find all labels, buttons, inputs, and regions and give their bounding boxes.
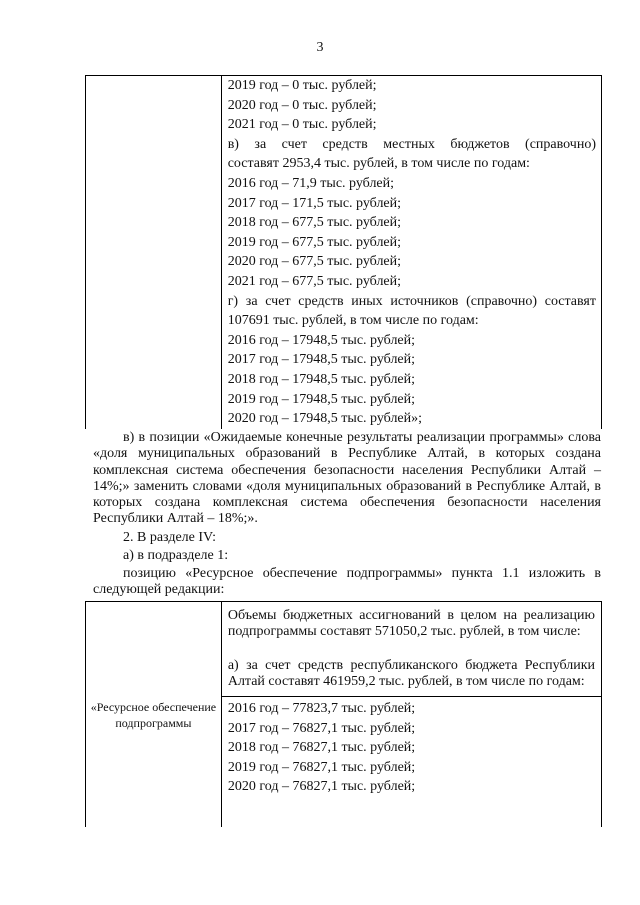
year-line: 2019 год – 76827,1 тыс. рублей;	[227, 759, 416, 775]
section-heading	[93, 530, 601, 546]
table-line: составят 2953,4 тыс. рублей, в том числе по годам:	[227, 156, 530, 172]
resource-provision-table	[85, 601, 602, 827]
table-line: г) за счет средств иных источников (справочно) составят	[227, 293, 596, 309]
label-cell	[86, 602, 222, 828]
table-line: 2020 год – 17948,5 тыс. рублей»;	[227, 411, 423, 427]
table-line: 2016 год – 17948,5 тыс. рублей;	[227, 332, 416, 348]
paragraph-v: в) в позиции «Ожидаемые конечные результаты реализации программы» слова «доля муниципальных образований в Республике Алтай, в которых создана комплексная система обеспечения безопасности населения Республики Алтай – 14%;» заменить словами «доля муниципальных образований в Республике Алтай, в которых создана комплексная система обеспечения безопасности населения Республики Алтай – 18%;».	[93, 430, 601, 527]
amendment-paragraph	[93, 430, 601, 528]
table-line: 2019 год – 17948,5 тыс. рублей;	[227, 391, 416, 407]
table-line: 2017 год – 17948,5 тыс. рублей;	[227, 352, 416, 368]
table-line: 107691 тыс. рублей, в том числе по годам:	[227, 313, 479, 329]
empty-label-cell	[86, 76, 222, 429]
intro-text: Объемы бюджетных ассигнований в целом на реализацию подпрограммы составят 571050,2 тыс. рублей, в том числе:	[227, 608, 595, 639]
section-iv: 2. В разделе IV:	[123, 530, 216, 545]
position-text: позицию «Ресурсное обеспечение подпрограммы» пункта 1.1 изложить в следующей редакции:	[93, 566, 601, 598]
table-line: 2016 год – 71,9 тыс. рублей;	[227, 175, 395, 191]
subsection-heading	[93, 548, 601, 564]
year-line: 2016 год – 77823,7 тыс. рублей;	[222, 696, 601, 719]
table-line: 2021 год – 677,5 тыс. рублей;	[227, 273, 402, 289]
position-paragraph	[93, 566, 601, 599]
year-line: 2017 год – 76827,1 тыс. рублей;	[227, 720, 416, 736]
funding-table-continued	[85, 75, 602, 429]
item-a-text: а) за счет средств республиканского бюджета Республики Алтай составят 461959,2 тыс. рублей, в том числе по годам:	[227, 658, 595, 689]
page-number: 3	[316, 40, 324, 55]
year-line: 2020 год – 76827,1 тыс. рублей;	[227, 779, 416, 795]
table-line: 2019 год – 677,5 тыс. рублей;	[227, 234, 402, 250]
table-line: 2019 год – 0 тыс. рублей;	[227, 78, 377, 93]
table-line: 2018 год – 677,5 тыс. рублей;	[227, 215, 402, 231]
resource-details-cell	[221, 602, 601, 828]
table-line: 2020 год – 0 тыс. рублей;	[227, 97, 377, 113]
resource-label: «Ресурсное обеспечение подпрограммы	[90, 699, 217, 730]
year-line: 2018 год – 76827,1 тыс. рублей;	[227, 740, 416, 756]
subsection-1: а) в подразделе 1:	[123, 548, 229, 563]
table-line: в) за счет средств местных бюджетов (справочно)	[227, 136, 596, 152]
funding-details-cell	[221, 76, 601, 429]
table-line: 2017 год – 171,5 тыс. рублей;	[227, 195, 402, 211]
table-line: 2020 год – 677,5 тыс. рублей;	[227, 254, 402, 270]
table-line: 2018 год – 17948,5 тыс. рублей;	[227, 371, 416, 387]
table-line: 2021 год – 0 тыс. рублей;	[227, 117, 377, 133]
